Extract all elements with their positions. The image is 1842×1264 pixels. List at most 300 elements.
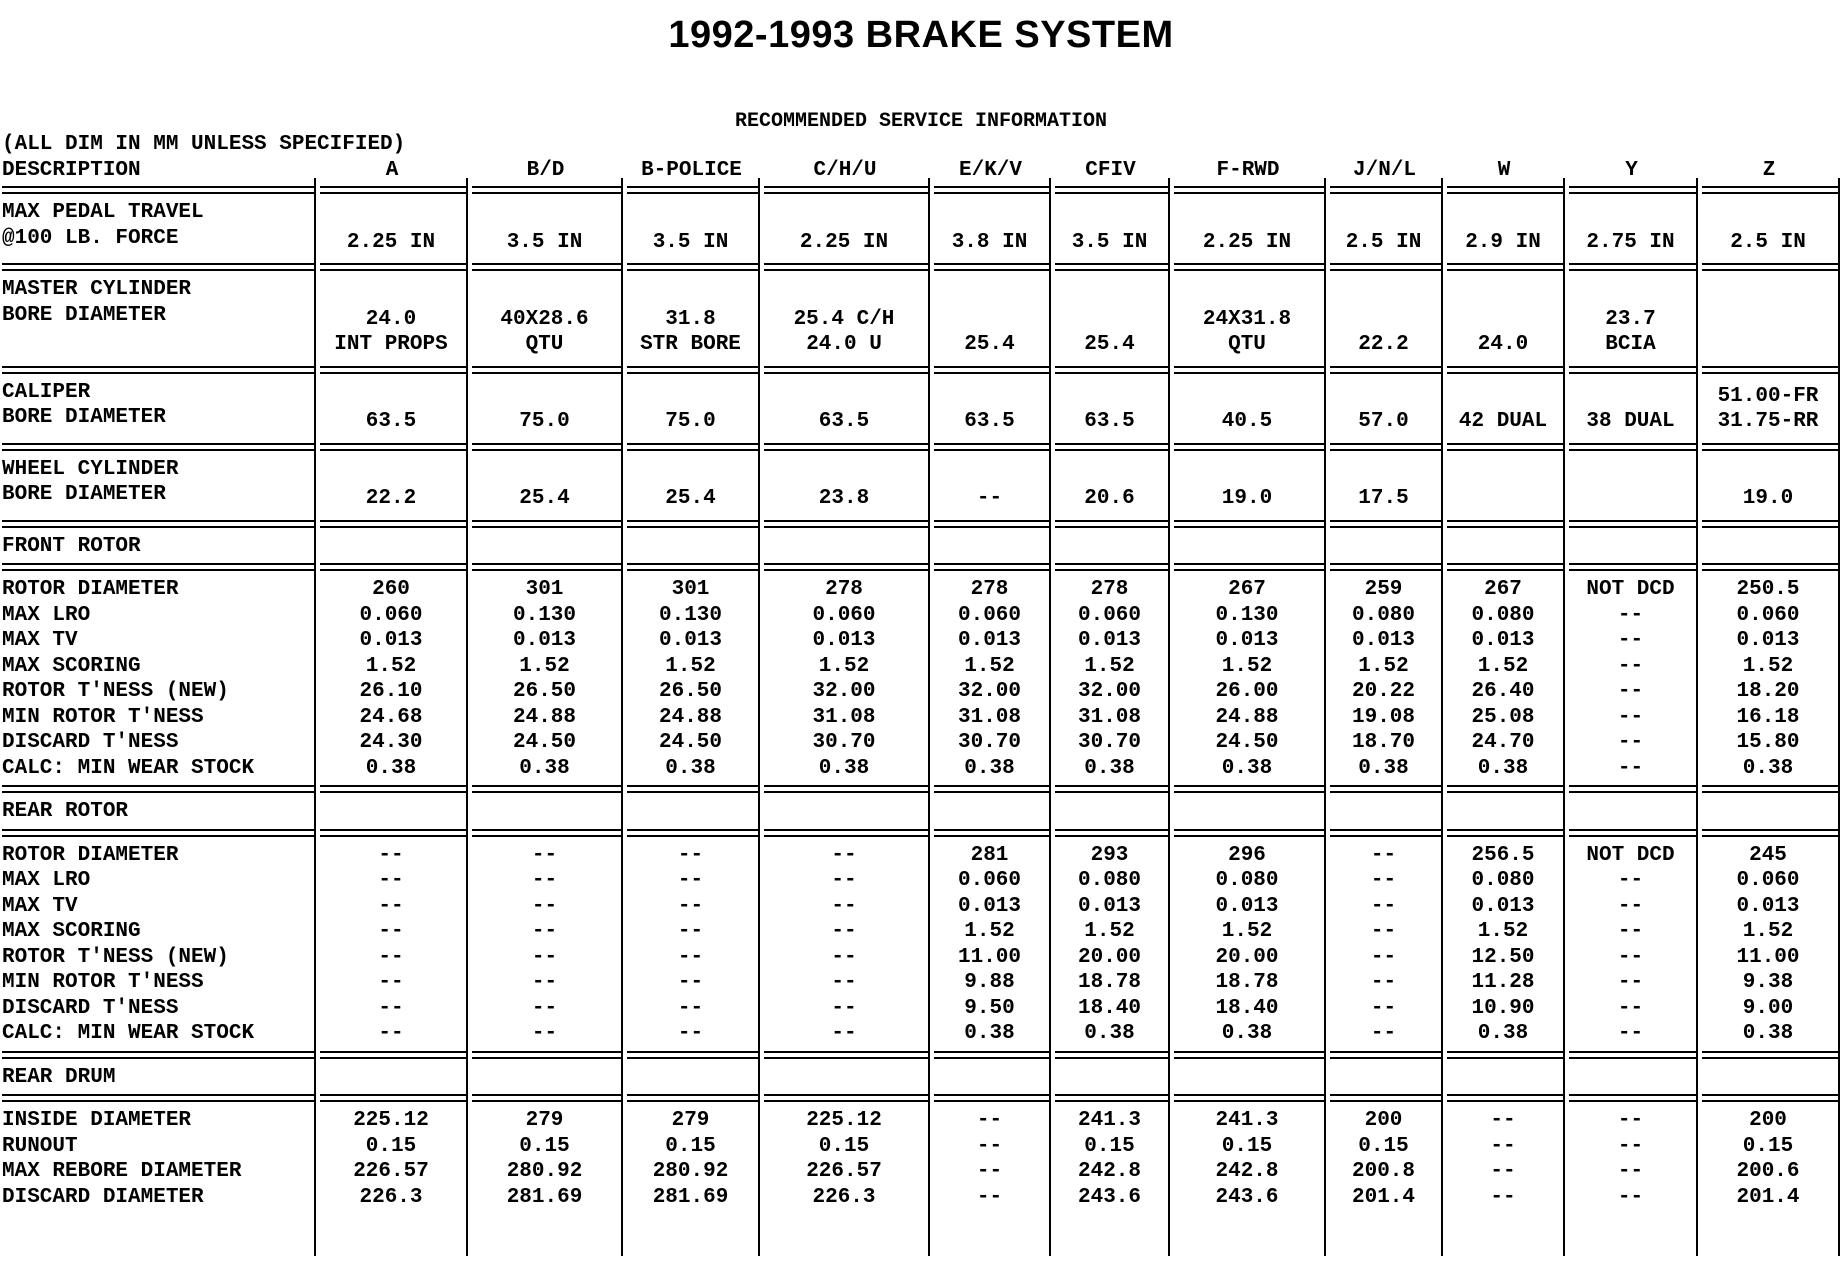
- separator-rule: [1330, 263, 1441, 271]
- table-cell: 18.20: [1736, 680, 1800, 703]
- table-cell: --: [831, 869, 857, 892]
- table-cell: 2.5 IN: [1345, 230, 1422, 254]
- table-cell: 63.5: [818, 410, 870, 433]
- row-label: DISCARD T'NESS: [2, 996, 179, 1020]
- separator-rule: [1330, 366, 1441, 374]
- table-cell: --: [1617, 756, 1644, 780]
- column-divider: [758, 178, 760, 1256]
- separator-rule: [627, 785, 758, 793]
- separator-rule: [1569, 366, 1696, 374]
- table-cell: 25.4 C/H 24.0 U: [793, 307, 895, 356]
- table-cell: 0.38: [1742, 1022, 1794, 1045]
- table-cell: --: [531, 920, 558, 943]
- row-label: ROTOR DIAMETER: [2, 578, 179, 601]
- table-cell: 0.013: [1351, 629, 1415, 652]
- table-cell: 20.22: [1351, 680, 1415, 703]
- table-cell: 281.69: [652, 1185, 729, 1209]
- table-cell: 1.52: [1084, 654, 1135, 678]
- section-heading: REAR DRUM: [2, 1065, 116, 1089]
- separator-rule: [2, 1051, 314, 1059]
- row-label: ROTOR DIAMETER: [2, 843, 179, 867]
- table-cell: 280.92: [506, 1160, 583, 1183]
- table-cell: 2.9 IN: [1465, 230, 1541, 254]
- separator-rule: [1447, 443, 1563, 451]
- table-cell: 24.88: [1215, 705, 1279, 729]
- table-cell: 0.38: [1221, 756, 1273, 780]
- table-cell: --: [1617, 945, 1644, 969]
- table-cell: 3.8 IN: [951, 230, 1028, 254]
- table-cell: 256.5: [1471, 843, 1535, 867]
- table-cell: --: [378, 843, 404, 867]
- separator-rule: [320, 563, 466, 571]
- table-cell: 30.70: [1077, 731, 1141, 754]
- table-cell: 22.2: [1358, 333, 1409, 356]
- column-divider: [1168, 178, 1170, 1256]
- table-cell: NOT DCD: [1586, 843, 1675, 867]
- table-cell: 0.013: [812, 629, 876, 652]
- table-cell: 1.52: [1477, 920, 1529, 943]
- separator-rule: [1055, 785, 1168, 793]
- table-cell: 200: [1364, 1109, 1403, 1132]
- separator-rule: [472, 785, 621, 793]
- table-cell: 0.013: [359, 629, 423, 652]
- table-cell: 201.4: [1736, 1185, 1800, 1209]
- separator-rule: [472, 366, 621, 374]
- table-cell: 9.88: [964, 971, 1015, 994]
- table-cell: 40X28.6 QTU: [500, 307, 589, 356]
- separator-rule: [1702, 785, 1838, 793]
- separator-rule: [1569, 785, 1696, 793]
- table-cell: 0.130: [658, 603, 722, 627]
- separator-rule: [1055, 829, 1168, 837]
- separator-rule: [934, 1094, 1049, 1102]
- table-cell: 25.08: [1471, 705, 1535, 729]
- table-cell: 0.15: [665, 1134, 716, 1158]
- separator-rule: [627, 1051, 758, 1059]
- row-label: MAX REBORE DIAMETER: [2, 1160, 242, 1183]
- table-cell: 15.80: [1736, 731, 1800, 754]
- separator-rule: [472, 1094, 621, 1102]
- table-cell: 0.060: [812, 603, 876, 627]
- table-cell: 226.57: [353, 1160, 429, 1183]
- separator-rule: [472, 1051, 621, 1059]
- separator-rule: [764, 563, 928, 571]
- separator-rule: [1569, 829, 1696, 837]
- table-cell: 25.4: [519, 487, 570, 510]
- table-cell: 0.013: [658, 629, 722, 652]
- table-cell: 250.5: [1736, 578, 1800, 601]
- row-label: DISCARD T'NESS: [2, 731, 179, 754]
- column-divider: [1563, 178, 1565, 1256]
- separator-rule: [1447, 1051, 1563, 1059]
- table-cell: --: [531, 971, 558, 994]
- separator-rule: [1330, 785, 1441, 793]
- table-cell: 75.0: [519, 410, 570, 433]
- table-cell: 293: [1090, 843, 1129, 867]
- separator-rule: [1447, 520, 1563, 528]
- separator-rule: [627, 1094, 758, 1102]
- table-cell: 0.013: [1471, 629, 1535, 652]
- row-label: ROTOR T'NESS (NEW): [2, 680, 229, 703]
- table-cell: --: [1617, 1109, 1644, 1132]
- separator-rule: [320, 1094, 466, 1102]
- row-label: MAX SCORING: [2, 654, 141, 678]
- table-cell: 1.52: [964, 654, 1015, 678]
- table-cell: 0.080: [1215, 869, 1279, 892]
- table-cell: 0.15: [519, 1134, 570, 1158]
- table-cell: 296: [1228, 843, 1266, 867]
- row-label: MAX TV: [2, 629, 78, 652]
- table-cell: --: [831, 1022, 857, 1045]
- table-cell: --: [378, 920, 404, 943]
- separator-rule: [1569, 520, 1696, 528]
- table-cell: --: [531, 843, 558, 867]
- table-cell: 0.38: [1477, 1022, 1529, 1045]
- table-cell: --: [378, 869, 404, 892]
- row-label: CALC: MIN WEAR STOCK: [2, 756, 255, 780]
- table-cell: 281: [970, 843, 1009, 867]
- table-cell: --: [1370, 869, 1397, 892]
- table-cell: --: [378, 945, 404, 969]
- column-header: B/D: [526, 159, 565, 182]
- table-cell: 2.25 IN: [799, 230, 889, 254]
- table-cell: 0.130: [1215, 603, 1279, 627]
- separator-rule: [1702, 829, 1838, 837]
- table-cell: 63.5: [964, 410, 1015, 433]
- table-cell: --: [1617, 731, 1644, 754]
- separator-rule: [1055, 366, 1168, 374]
- table-cell: 31.08: [957, 705, 1021, 729]
- table-cell: 0.060: [1736, 869, 1800, 892]
- table-cell: 23.8: [818, 487, 870, 510]
- separator-rule: [1702, 366, 1838, 374]
- table-cell: 0.130: [512, 603, 576, 627]
- separator-rule: [934, 563, 1049, 571]
- table-cell: --: [1490, 1185, 1516, 1209]
- separator-rule: [1330, 443, 1441, 451]
- table-cell: 0.38: [964, 1022, 1015, 1045]
- table-cell: 0.060: [359, 603, 423, 627]
- separator-rule: [934, 785, 1049, 793]
- table-cell: --: [531, 996, 558, 1020]
- table-cell: 40.5: [1221, 410, 1273, 433]
- table-cell: 278: [825, 578, 863, 601]
- column-header: Z: [1762, 159, 1776, 182]
- table-cell: 11.28: [1471, 971, 1535, 994]
- separator-rule: [627, 263, 758, 271]
- separator-rule: [934, 366, 1049, 374]
- table-cell: --: [1370, 920, 1397, 943]
- table-cell: --: [976, 1160, 1003, 1183]
- table-cell: --: [531, 945, 558, 969]
- table-cell: --: [1617, 705, 1644, 729]
- separator-rule: [1702, 1051, 1838, 1059]
- table-cell: 0.38: [818, 756, 870, 780]
- table-cell: 200.8: [1351, 1160, 1415, 1183]
- separator-rule: [934, 443, 1049, 451]
- table-cell: 260: [372, 578, 410, 601]
- table-cell: 0.15: [365, 1134, 417, 1158]
- table-cell: --: [831, 843, 857, 867]
- table-cell: [1700, 277, 1836, 362]
- separator-rule: [1447, 1094, 1563, 1102]
- table-cell: --: [1370, 843, 1397, 867]
- table-cell: 0.013: [1471, 894, 1535, 918]
- table-cell: 0.38: [1358, 756, 1409, 780]
- row-label: MAX TV: [2, 894, 78, 918]
- table-cell: [1445, 457, 1561, 516]
- table-cell: --: [831, 945, 857, 969]
- separator-rule: [472, 186, 621, 194]
- column-divider: [466, 178, 468, 1256]
- table-cell: --: [1617, 996, 1644, 1020]
- table-cell: 26.40: [1471, 680, 1535, 703]
- table-cell: --: [378, 996, 404, 1020]
- table-cell: --: [1617, 629, 1644, 652]
- table-cell: --: [677, 894, 704, 918]
- separator-rule: [1447, 186, 1563, 194]
- separator-rule: [1174, 520, 1324, 528]
- separator-rule: [764, 829, 928, 837]
- separator-rule: [1330, 1051, 1441, 1059]
- separator-rule: [627, 443, 758, 451]
- table-cell: --: [677, 920, 704, 943]
- table-cell: --: [831, 920, 857, 943]
- table-cell: 225.12: [353, 1109, 429, 1132]
- table-cell: 3.5 IN: [652, 230, 729, 254]
- table-cell: 1.52: [1742, 920, 1794, 943]
- table-cell: --: [677, 945, 704, 969]
- separator-rule: [2, 520, 314, 528]
- table-cell: --: [677, 996, 704, 1020]
- column-header: W: [1497, 159, 1511, 182]
- separator-rule: [764, 443, 928, 451]
- separator-rule: [1702, 563, 1838, 571]
- row-label: MASTER CYLINDER BORE DIAMETER: [2, 278, 192, 327]
- separator-rule: [2, 563, 314, 571]
- table-cell: 226.3: [359, 1185, 423, 1209]
- table-cell: --: [677, 1022, 704, 1045]
- table-cell: --: [976, 487, 1003, 510]
- table-cell: 0.15: [1358, 1134, 1409, 1158]
- separator-rule: [1174, 443, 1324, 451]
- separator-rule: [627, 563, 758, 571]
- table-cell: 241.3: [1077, 1109, 1141, 1132]
- table-cell: 24.68: [359, 705, 423, 729]
- separator-rule: [1055, 520, 1168, 528]
- table-cell: 278: [970, 578, 1009, 601]
- separator-rule: [1174, 186, 1324, 194]
- table-cell: --: [378, 894, 404, 918]
- table-cell: 26.00: [1215, 680, 1279, 703]
- separator-rule: [2, 785, 314, 793]
- separator-rule: [320, 520, 466, 528]
- separator-rule: [1447, 263, 1563, 271]
- table-cell: 3.5 IN: [1071, 230, 1148, 254]
- table-cell: 0.013: [1736, 894, 1800, 918]
- table-cell: 0.013: [957, 894, 1021, 918]
- table-cell: 24X31.8 QTU: [1202, 307, 1292, 356]
- separator-rule: [2, 366, 314, 374]
- row-label: MAX LRO: [2, 869, 91, 892]
- separator-rule: [1174, 1094, 1324, 1102]
- table-cell: 0.060: [957, 603, 1021, 627]
- separator-rule: [1055, 1051, 1168, 1059]
- table-cell: 200: [1749, 1109, 1787, 1132]
- section-heading: REAR ROTOR: [2, 800, 129, 823]
- row-label: MAX LRO: [2, 603, 91, 627]
- table-cell: 23.7 BCIA: [1605, 307, 1656, 356]
- table-cell: 0.15: [818, 1134, 870, 1158]
- table-cell: --: [1617, 603, 1644, 627]
- table-cell: 0.080: [1471, 603, 1535, 627]
- table-cell: 9.00: [1742, 996, 1794, 1020]
- table-cell: 25.4: [665, 487, 716, 510]
- separator-rule: [1702, 186, 1838, 194]
- table-cell: 26.50: [658, 680, 722, 703]
- table-cell: 0.15: [1742, 1134, 1794, 1158]
- table-cell: 0.38: [519, 756, 570, 780]
- table-cell: 1.52: [665, 654, 716, 678]
- table-cell: 42 DUAL: [1458, 410, 1548, 433]
- table-cell: 10.90: [1471, 996, 1535, 1020]
- table-cell: 279: [525, 1109, 564, 1132]
- table-cell: --: [1617, 1160, 1644, 1183]
- table-cell: 0.060: [957, 869, 1021, 892]
- table-cell: 20.00: [1077, 945, 1141, 969]
- table-cell: 57.0: [1358, 410, 1409, 433]
- separator-rule: [1569, 186, 1696, 194]
- table-cell: 0.38: [1084, 1022, 1135, 1045]
- row-label: WHEEL CYLINDER BORE DIAMETER: [2, 457, 179, 506]
- table-cell: 0.013: [1077, 894, 1141, 918]
- column-divider: [1441, 178, 1443, 1256]
- separator-rule: [320, 366, 466, 374]
- row-label: CALC: MIN WEAR STOCK: [2, 1022, 255, 1045]
- table-cell: 25.4: [964, 333, 1015, 356]
- separator-rule: [472, 829, 621, 837]
- column-header: E/K/V: [958, 159, 1022, 182]
- table-cell: 1.52: [365, 654, 417, 678]
- table-cell: 11.00: [1736, 945, 1800, 969]
- table-cell: --: [831, 996, 857, 1020]
- table-cell: 31.08: [812, 705, 876, 729]
- table-cell: 0.38: [1221, 1022, 1273, 1045]
- table-cell: --: [1617, 680, 1644, 703]
- table-cell: 0.15: [1221, 1134, 1273, 1158]
- separator-rule: [1174, 563, 1324, 571]
- table-cell: 17.5: [1358, 487, 1409, 510]
- table-cell: 12.50: [1471, 945, 1535, 969]
- table-cell: 242.8: [1077, 1160, 1141, 1183]
- table-cell: 259: [1364, 578, 1403, 601]
- page-subtitle: RECOMMENDED SERVICE INFORMATION: [734, 110, 1108, 133]
- table-cell: 1.52: [1477, 654, 1529, 678]
- separator-rule: [764, 520, 928, 528]
- row-label: MIN ROTOR T'NESS: [2, 705, 204, 729]
- table-cell: 32.00: [812, 680, 876, 703]
- table-cell: 25.4: [1084, 333, 1135, 356]
- table-cell: 0.013: [1736, 629, 1800, 652]
- table-cell: 0.013: [957, 629, 1021, 652]
- table-cell: 1.52: [1221, 654, 1273, 678]
- table-cell: --: [1490, 1160, 1516, 1183]
- separator-rule: [764, 366, 928, 374]
- column-divider: [1324, 178, 1326, 1256]
- row-label: MAX PEDAL TRAVEL @100 LB. FORCE: [2, 201, 204, 250]
- column-header: CFIV: [1085, 159, 1136, 182]
- separator-rule: [934, 829, 1049, 837]
- separator-rule: [1174, 1051, 1324, 1059]
- table-cell: 301: [525, 578, 564, 601]
- separator-rule: [1330, 563, 1441, 571]
- table-cell: 200.6: [1736, 1160, 1800, 1183]
- table-cell: 0.060: [1736, 603, 1800, 627]
- table-cell: 19.0: [1742, 487, 1794, 510]
- table-cell: 9.38: [1742, 971, 1794, 994]
- separator-rule: [1447, 785, 1563, 793]
- table-cell: 0.013: [1077, 629, 1141, 652]
- table-cell: 0.38: [1477, 756, 1529, 780]
- table-cell: --: [531, 1022, 558, 1045]
- column-header: C/H/U: [813, 159, 877, 182]
- separator-rule: [764, 186, 928, 194]
- separator-rule: [764, 263, 928, 271]
- separator-rule: [320, 829, 466, 837]
- separator-rule: [2, 443, 314, 451]
- separator-rule: [1330, 520, 1441, 528]
- table-cell: --: [677, 869, 704, 892]
- table-cell: 225.12: [806, 1109, 882, 1132]
- table-cell: 0.38: [665, 756, 716, 780]
- separator-rule: [627, 186, 758, 194]
- row-label: CALIPER BORE DIAMETER: [2, 380, 166, 429]
- column-divider: [314, 178, 316, 1256]
- table-cell: 24.0 INT PROPS: [334, 307, 448, 356]
- column-header-description: DESCRIPTION: [2, 159, 141, 182]
- table-cell: 226.57: [806, 1160, 882, 1183]
- table-cell: 20.6: [1084, 487, 1135, 510]
- table-cell: 18.78: [1077, 971, 1141, 994]
- separator-rule: [1569, 563, 1696, 571]
- table-cell: 63.5: [365, 410, 417, 433]
- table-cell: --: [1617, 1185, 1644, 1209]
- separator-rule: [472, 443, 621, 451]
- separator-rule: [627, 366, 758, 374]
- table-cell: --: [677, 843, 704, 867]
- separator-rule: [1174, 366, 1324, 374]
- table-cell: 18.40: [1215, 996, 1279, 1020]
- separator-rule: [320, 443, 466, 451]
- table-cell: 24.88: [658, 705, 722, 729]
- column-header: A: [385, 159, 399, 182]
- table-cell: --: [1617, 920, 1644, 943]
- separator-rule: [1174, 829, 1324, 837]
- table-cell: 2.75 IN: [1586, 230, 1675, 254]
- table-cell: 3.5 IN: [506, 230, 583, 254]
- table-cell: 0.15: [1084, 1134, 1135, 1158]
- row-label: DISCARD DIAMETER: [2, 1185, 204, 1209]
- table-cell: 24.30: [359, 731, 423, 754]
- table-cell: NOT DCD: [1586, 578, 1675, 601]
- separator-rule: [2, 263, 314, 271]
- separator-rule: [764, 1094, 928, 1102]
- table-cell: 0.38: [365, 756, 417, 780]
- separator-rule: [320, 785, 466, 793]
- table-cell: 1.52: [1221, 920, 1273, 943]
- table-cell: 18.78: [1215, 971, 1279, 994]
- table-cell: 243.6: [1077, 1185, 1141, 1209]
